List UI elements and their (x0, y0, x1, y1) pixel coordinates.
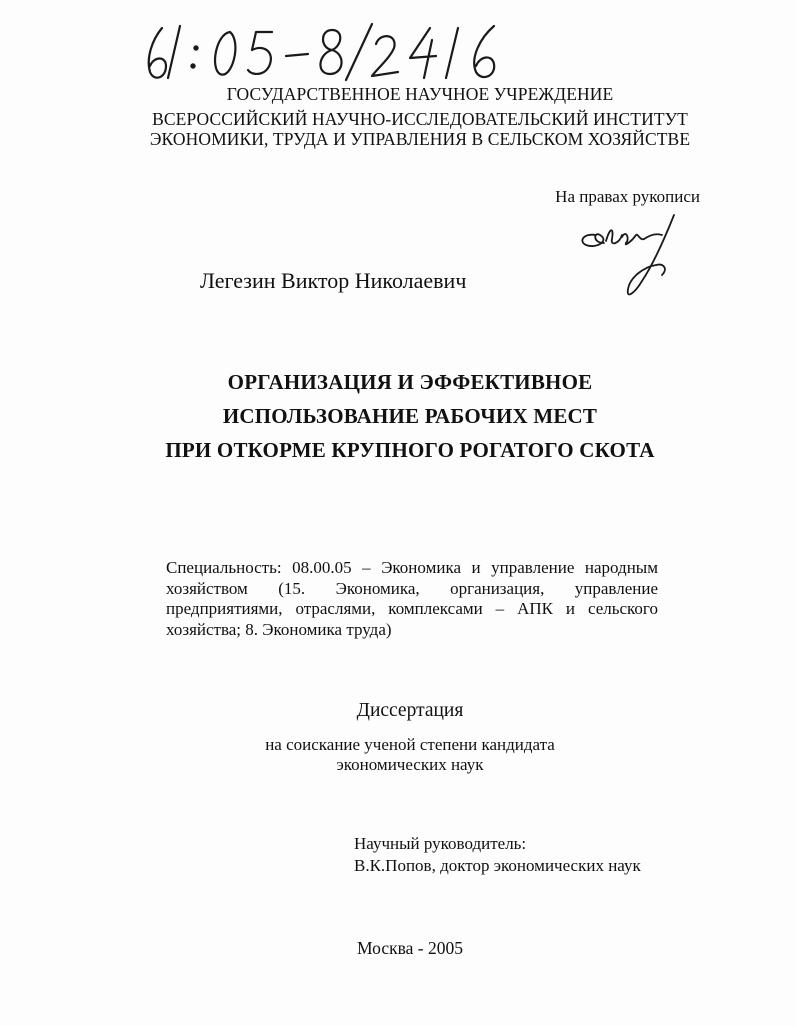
supervisor-label: Научный руководитель: (354, 834, 527, 853)
thesis-title-line-3: ПРИ ОТКОРМЕ КРУПНОГО РОГАТОГО СКОТА (165, 438, 655, 462)
thesis-title-line-2: ИСПОЛЬЗОВАНИЕ РАБОЧИХ МЕСТ (222, 404, 598, 428)
manuscript-rights: На правах рукописи (555, 187, 700, 206)
organization-line-3: ЭКОНОМИКИ, ТРУДА И УПРАВЛЕНИЯ В СЕЛЬСКОМ ХОЗЯЙСТВЕ (149, 129, 691, 149)
author-name: Легезин Виктор Николаевич (200, 268, 467, 293)
city-year: Москва - 2005 (357, 938, 463, 958)
archive-mark-drawing (140, 18, 520, 88)
archive-mark-handwritten (140, 18, 520, 88)
dissertation-label: Диссертация (356, 700, 464, 721)
organization-line-2: ВСЕРОССИЙСКИЙ НАУЧНО-ИССЛЕДОВАТЕЛЬСКИЙ ИНСТИТУТ (152, 109, 688, 129)
dissertation-purpose-line-1: на соискание ученой степени кандидата (265, 735, 555, 754)
dissertation-purpose-line-2: экономических наук (336, 755, 484, 774)
supervisor-name: В.К.Попов, доктор экономических наук (354, 856, 641, 875)
specialty-paragraph: Специальность: 08.00.05 – Экономика и управление народным хозяйством (15. Экономика, организация, управление предприятиями, отраслями, комплексами – АПК и сельского хозяйства; 8. Экономика труда) (166, 558, 658, 639)
thesis-title-line-1: ОРГАНИЗАЦИЯ И ЭФФЕКТИВНОЕ (227, 370, 593, 394)
organization-line-1: ГОСУДАРСТВЕННОЕ НАУЧНОЕ УЧРЕЖДЕНИЕ (226, 84, 614, 104)
